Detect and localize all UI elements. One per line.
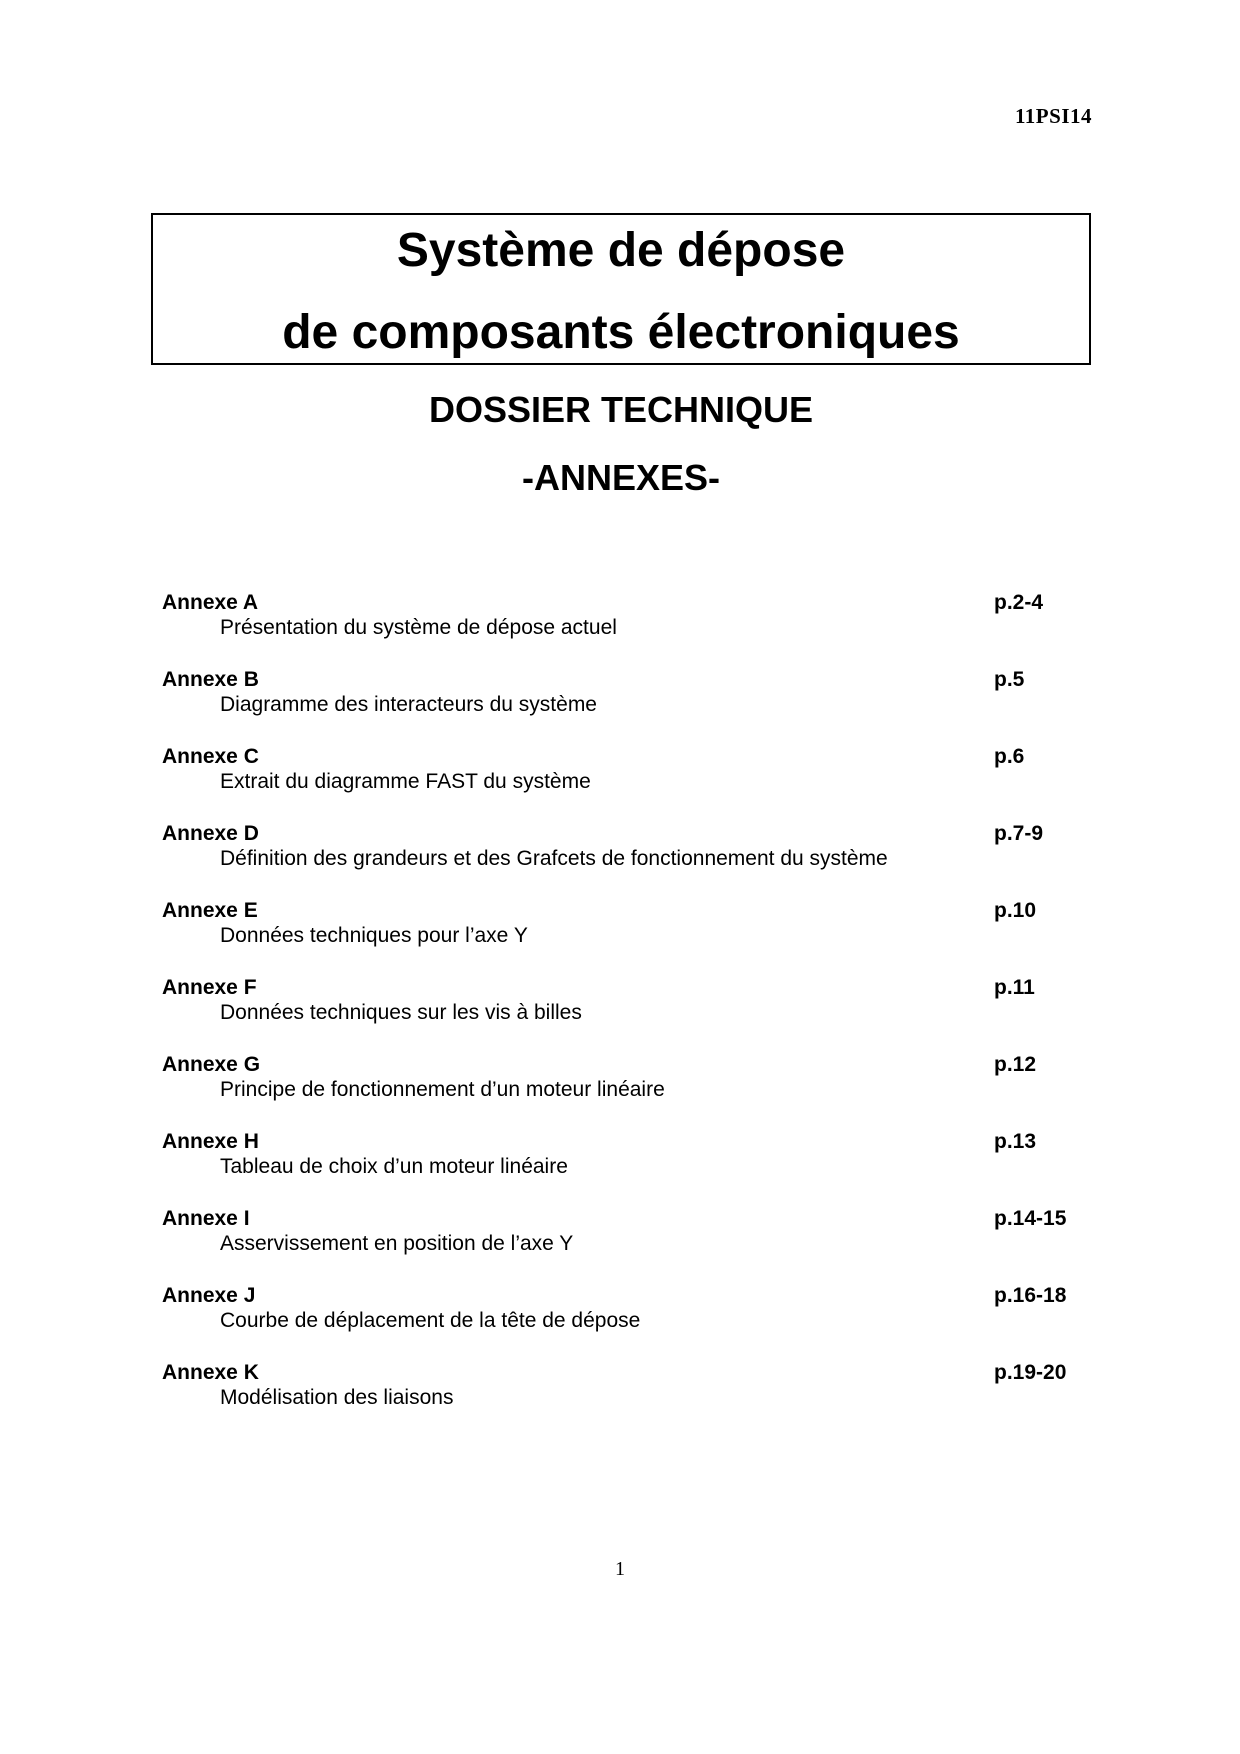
toc-entry-description: Données techniques pour l’axe Y bbox=[220, 924, 528, 947]
toc-entry-description: Extrait du diagramme FAST du système bbox=[220, 770, 591, 793]
toc-entry-description: Tableau de choix d’un moteur linéaire bbox=[220, 1155, 568, 1178]
toc-entry-pages: p.6 bbox=[994, 745, 1025, 768]
toc-entry-pages: p.19-20 bbox=[994, 1361, 1067, 1384]
toc-entry-description: Modélisation des liaisons bbox=[220, 1386, 454, 1409]
toc-entry bbox=[162, 898, 1082, 975]
toc-entry bbox=[162, 667, 1082, 744]
toc-entry bbox=[162, 1129, 1082, 1206]
toc-entry bbox=[162, 590, 1082, 667]
toc-entry bbox=[162, 1052, 1082, 1129]
toc-entry-name: Annexe J bbox=[162, 1284, 256, 1307]
toc-entry-name: Annexe H bbox=[162, 1130, 259, 1153]
toc-entry bbox=[162, 744, 1082, 821]
toc-entry-name: Annexe A bbox=[162, 591, 259, 614]
toc-entry-description: Présentation du système de dépose actuel bbox=[220, 616, 617, 639]
table-of-contents bbox=[162, 590, 1082, 1437]
toc-entry bbox=[162, 1283, 1082, 1360]
toc-entry-name: Annexe G bbox=[162, 1053, 261, 1076]
toc-entry-name: Annexe D bbox=[162, 822, 259, 845]
toc-entry-pages: p.10 bbox=[994, 899, 1037, 922]
title-box bbox=[151, 213, 1091, 365]
toc-entry bbox=[162, 821, 1082, 898]
toc-entry bbox=[162, 1206, 1082, 1283]
subtitle-dossier: DOSSIER TECHNIQUE bbox=[428, 389, 814, 430]
toc-entry-name: Annexe I bbox=[162, 1207, 250, 1230]
toc-entry-description: Définition des grandeurs et des Grafcets de fonctionnement du système bbox=[220, 847, 888, 870]
toc-entry-name: Annexe K bbox=[162, 1361, 259, 1384]
page-number: 1 bbox=[615, 1558, 625, 1580]
toc-entry-description: Diagramme des interacteurs du système bbox=[220, 693, 597, 716]
title-line-2: de composants électroniques bbox=[282, 306, 960, 359]
toc-entry bbox=[162, 1360, 1082, 1437]
toc-entry bbox=[162, 975, 1082, 1052]
toc-entry-pages: p.14-15 bbox=[994, 1207, 1067, 1230]
toc-entry-pages: p.11 bbox=[994, 976, 1035, 999]
toc-entry-description: Principe de fonctionnement d’un moteur linéaire bbox=[220, 1078, 665, 1101]
toc-entry-description: Données techniques sur les vis à billes bbox=[220, 1001, 582, 1024]
toc-entry-pages: p.13 bbox=[994, 1130, 1037, 1153]
toc-entry-pages: p.16-18 bbox=[994, 1284, 1067, 1307]
toc-entry-description: Asservissement en position de l’axe Y bbox=[220, 1232, 574, 1255]
toc-entry-pages: p.2-4 bbox=[994, 591, 1044, 614]
toc-entry-pages: p.7-9 bbox=[994, 822, 1044, 845]
title-line-1: Système de dépose bbox=[396, 224, 846, 277]
toc-entry-pages: p.5 bbox=[994, 668, 1025, 691]
subtitle-annexes: -ANNEXES- bbox=[521, 457, 721, 498]
toc-entry-name: Annexe E bbox=[162, 899, 258, 922]
toc-entry-pages: p.12 bbox=[994, 1053, 1037, 1076]
toc-entry-name: Annexe B bbox=[162, 668, 259, 691]
toc-entry-name: Annexe C bbox=[162, 745, 259, 768]
toc-entry-description: Courbe de déplacement de la tête de dépose bbox=[220, 1309, 641, 1332]
document-code: 11PSI14 bbox=[1014, 104, 1092, 128]
toc-entry-name: Annexe F bbox=[162, 976, 257, 999]
